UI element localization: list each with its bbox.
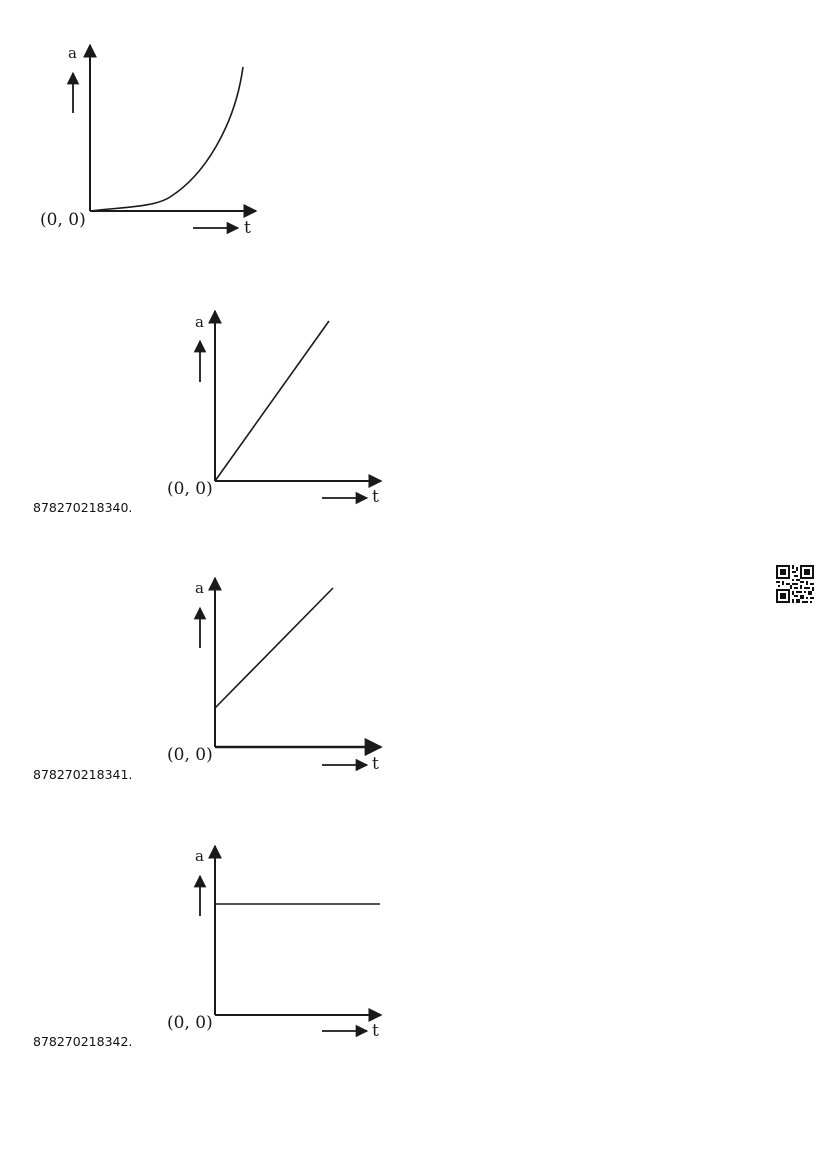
- graph-3: [155, 572, 395, 782]
- origin-label: (0, 0): [167, 479, 213, 499]
- origin-label: (0, 0): [167, 1013, 213, 1033]
- qr-code-icon: [776, 565, 814, 603]
- x-axis-label: t: [372, 487, 379, 507]
- y-axis-label: a: [195, 847, 204, 865]
- origin-label: (0, 0): [40, 210, 86, 230]
- graph-2: [155, 305, 395, 515]
- x-axis-label: t: [372, 1021, 379, 1041]
- x-axis-label: t: [244, 218, 251, 238]
- y-axis-label: a: [195, 579, 204, 597]
- option-id: 878270218342.: [33, 1034, 133, 1049]
- origin-label: (0, 0): [167, 745, 213, 765]
- graph-line: [215, 321, 329, 481]
- x-axis-label: t: [372, 754, 379, 774]
- graph-curve: [90, 67, 243, 211]
- graph-4: [155, 840, 395, 1050]
- option-id: 878270218341.: [33, 767, 133, 782]
- y-axis-label: a: [195, 313, 204, 331]
- option-id: 878270218340.: [33, 500, 133, 515]
- graph-1: [30, 35, 270, 245]
- y-axis-label: a: [68, 44, 77, 62]
- graph-line: [215, 588, 333, 708]
